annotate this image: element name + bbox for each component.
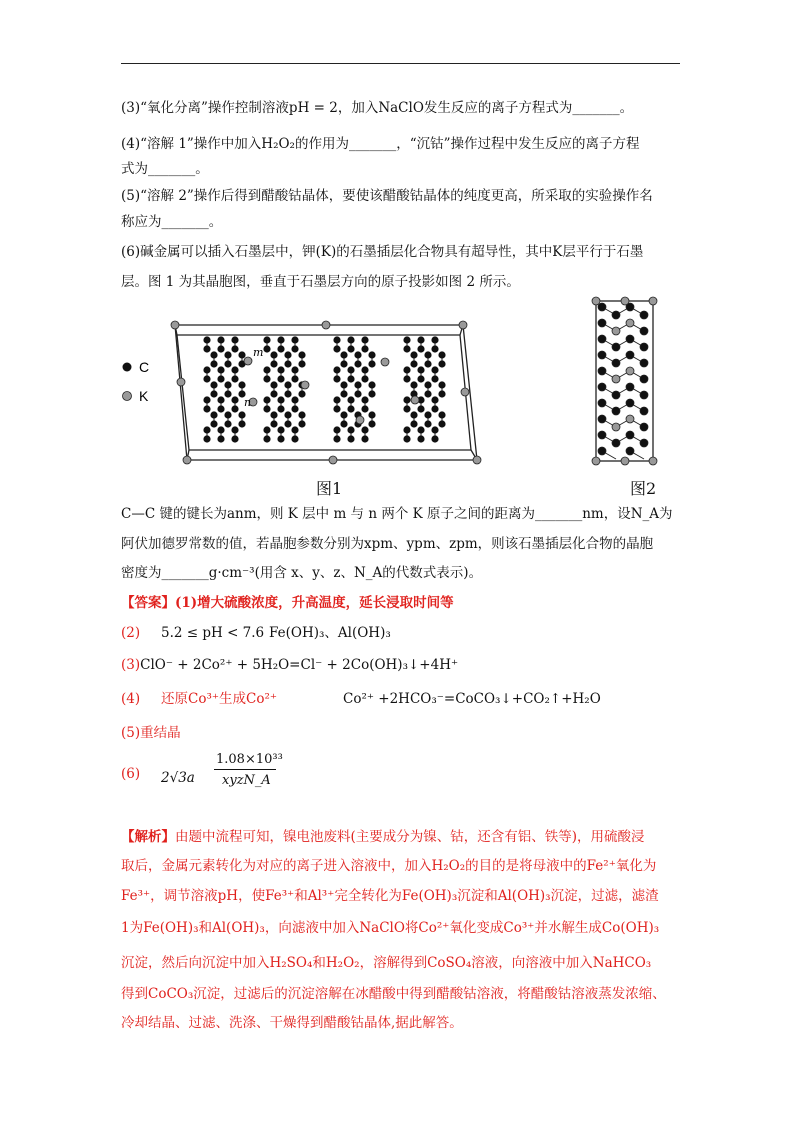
- atom-c: [291, 345, 298, 352]
- legend-c-dot: [123, 363, 132, 372]
- atom-c: [284, 360, 291, 367]
- question-6-line2: 层。图 1 为其晶胞图，垂直于石墨层方向的原子投影如图 2 所示。: [121, 274, 520, 290]
- atom-c: [354, 381, 361, 388]
- atom-c: [368, 381, 375, 388]
- atom-c: [626, 383, 634, 391]
- atom-c: [438, 420, 445, 427]
- atom-c: [424, 381, 431, 388]
- atom-c: [347, 405, 354, 412]
- atom-c: [417, 375, 424, 382]
- question-3: (3)“氧化分离”操作控制溶液pH = 2，加入NaClO发生反应的离子方程式为_______。: [121, 100, 634, 116]
- atom-c: [291, 336, 298, 343]
- atom-c: [291, 435, 298, 442]
- atom-c: [203, 345, 210, 352]
- atom-c: [340, 351, 347, 358]
- atom-c: [284, 390, 291, 397]
- question-6-line4: 阿伏加德罗常数的值，若晶胞参数分别为xpm、ypm、zpm，则该石墨插层化合物的晶胞: [121, 536, 654, 552]
- atom-c: [640, 311, 648, 319]
- atom-c: [333, 375, 340, 382]
- atom-c: [598, 319, 606, 327]
- atom-c: [210, 390, 217, 397]
- answer-3-num: (3): [121, 657, 141, 673]
- atom-c: [431, 366, 438, 373]
- atom-c: [368, 360, 375, 367]
- question-5-line2: 称应为_______。: [121, 214, 223, 230]
- atom-c: [361, 426, 368, 433]
- atom-c: [361, 405, 368, 412]
- fraction-bar: [214, 769, 276, 770]
- atom-c: [438, 390, 445, 397]
- atom-c: [238, 420, 245, 427]
- atom-c: [410, 411, 417, 418]
- atom-c: [333, 396, 340, 403]
- atom-k: [612, 423, 620, 431]
- legend-k-dot: [123, 392, 132, 401]
- atom-c: [298, 411, 305, 418]
- atom-c: [217, 375, 224, 382]
- atom-c: [598, 431, 606, 439]
- atom-c: [231, 396, 238, 403]
- answer-2-range: 5.2 ≤ pH < 7.6: [161, 625, 265, 641]
- atom-c: [277, 435, 284, 442]
- atom-c: [417, 366, 424, 373]
- atom-c: [410, 360, 417, 367]
- analysis-line-6: 得到CoCO₃沉淀，过滤后的沉淀溶解在冰醋酸中得到醋酸钴溶液，将醋酸钴溶液蒸发浓缩、: [121, 986, 666, 1002]
- atom-c: [231, 366, 238, 373]
- atom-c: [626, 335, 634, 343]
- atom-c: [333, 336, 340, 343]
- atom-c: [340, 411, 347, 418]
- atom-c: [640, 375, 648, 383]
- atom-c: [368, 351, 375, 358]
- atom-k: [612, 375, 620, 383]
- answer-line-1: [121, 594, 454, 612]
- answer-6-num: (6): [121, 766, 141, 782]
- atom-c: [270, 420, 277, 427]
- answer-tag: 【答案】: [121, 595, 175, 611]
- atom-c: [284, 351, 291, 358]
- answer-line-4: [121, 690, 601, 708]
- atom-c: [277, 336, 284, 343]
- atom-c: [333, 435, 340, 442]
- atom-c: [417, 435, 424, 442]
- atom-c: [217, 366, 224, 373]
- atom-c: [626, 351, 634, 359]
- atom-c: [298, 420, 305, 427]
- atom-k: [621, 297, 629, 305]
- atom-c: [354, 390, 361, 397]
- atom-c: [424, 420, 431, 427]
- atom-c: [368, 390, 375, 397]
- atom-c: [203, 396, 210, 403]
- atom-c: [270, 360, 277, 367]
- atom-c: [263, 405, 270, 412]
- atom-c: [361, 366, 368, 373]
- atom-c: [224, 420, 231, 427]
- atom-c: [424, 351, 431, 358]
- figure-2-projection: [585, 295, 665, 470]
- atom-c: [410, 351, 417, 358]
- atom-c: [231, 405, 238, 412]
- atom-c: [291, 426, 298, 433]
- atom-c: [598, 303, 606, 311]
- atom-c: [598, 367, 606, 375]
- answer-line-3: [121, 656, 458, 674]
- atom-c: [203, 405, 210, 412]
- atom-c: [203, 426, 210, 433]
- atom-c: [403, 375, 410, 382]
- atom-c: [347, 375, 354, 382]
- atom-c: [612, 359, 620, 367]
- atom-c: [403, 405, 410, 412]
- atom-c: [238, 381, 245, 388]
- atom-c: [626, 431, 634, 439]
- atom-k: [612, 327, 620, 335]
- atom-c: [263, 375, 270, 382]
- figure-1-unit-cell: [115, 310, 485, 470]
- legend-k: K: [139, 388, 149, 404]
- analysis-line-4: 1为Fe(OH)₃和Al(OH)₃，向滤液中加入NaClO将Co²⁺氧化变成Co³⁺并水解生成Co(OH)₃: [121, 920, 660, 936]
- atom-c: [217, 426, 224, 433]
- atom-c: [291, 366, 298, 373]
- atom-c: [231, 336, 238, 343]
- atom-c: [203, 336, 210, 343]
- atom-c: [224, 411, 231, 418]
- answer-1: (1)增大硫酸浓度，升高温度，延长浸取时间等: [175, 595, 454, 611]
- atom-c: [291, 396, 298, 403]
- atom-c: [403, 396, 410, 403]
- atom-c: [270, 390, 277, 397]
- atom-c: [361, 396, 368, 403]
- figure-1-caption: 图1: [316, 479, 343, 498]
- atom-c: [598, 447, 606, 455]
- atom-c: [640, 407, 648, 415]
- answer-2-num: (2): [121, 625, 141, 641]
- atom-c: [361, 336, 368, 343]
- atom-c: [231, 375, 238, 382]
- header-rule: [121, 63, 680, 64]
- atom-c: [431, 336, 438, 343]
- atom-c: [417, 336, 424, 343]
- atom-c: [210, 381, 217, 388]
- label-m: m: [253, 346, 264, 359]
- analysis-line-7: 冷却结晶、过滤、洗涤、干燥得到醋酸钴晶体,据此解答。: [121, 1015, 463, 1031]
- atom-c: [424, 411, 431, 418]
- atom-c: [417, 426, 424, 433]
- atom-c: [263, 345, 270, 352]
- answer-3-equation: ClO⁻ + 2Co²⁺ + 5H₂O=Cl⁻ + 2Co(OH)₃↓+4H⁺: [140, 657, 459, 673]
- atom-c: [612, 391, 620, 399]
- atom-c: [354, 351, 361, 358]
- atom-c: [640, 359, 648, 367]
- atom-c: [291, 405, 298, 412]
- atom-c: [417, 345, 424, 352]
- atom-c: [263, 366, 270, 373]
- atom-c: [291, 375, 298, 382]
- atom-c: [347, 345, 354, 352]
- answer-4-b: Co²⁺ +2HCO₃⁻=CoCO₃↓+CO₂↑+H₂O: [343, 691, 601, 707]
- atom-c: [361, 375, 368, 382]
- atom-c: [598, 335, 606, 343]
- atom-c: [438, 360, 445, 367]
- atom-c: [333, 405, 340, 412]
- atom-c: [263, 426, 270, 433]
- atom-c: [612, 407, 620, 415]
- atom-c: [217, 336, 224, 343]
- atom-c: [231, 435, 238, 442]
- atom-c: [612, 439, 620, 447]
- atom-c: [298, 360, 305, 367]
- atom-c: [224, 390, 231, 397]
- atom-c: [431, 375, 438, 382]
- question-6-line3: C—C 键的键长为anm，则 K 层中 m 与 n 两个 K 原子之间的距离为_______nm，设N_A为: [121, 506, 673, 522]
- atom-c: [284, 381, 291, 388]
- atom-c: [438, 381, 445, 388]
- atom-c: [263, 435, 270, 442]
- atom-c: [340, 390, 347, 397]
- analysis-line-1: [121, 828, 645, 846]
- atom-c: [368, 420, 375, 427]
- atom-c: [598, 383, 606, 391]
- answer-4-num: (4): [121, 691, 141, 707]
- question-5-line1: (5)“溶解 2”操作后得到醋酸钴晶体，要使该醋酸钴晶体的纯度更高，所采取的实验操作名: [121, 188, 653, 204]
- atom-k: [649, 457, 657, 465]
- atom-c: [277, 345, 284, 352]
- answer-2-value: Fe(OH)₃、Al(OH)₃: [269, 625, 391, 641]
- question-4-line1: (4)“溶解 1”操作中加入H₂O₂的作用为_______，“沉钴”操作过程中发生反应的离子方程: [121, 136, 640, 152]
- atom-c: [431, 435, 438, 442]
- atom-c: [612, 343, 620, 351]
- atom-c: [270, 351, 277, 358]
- answer-line-6: [121, 765, 195, 786]
- atom-c: [217, 345, 224, 352]
- atom-c: [284, 420, 291, 427]
- analysis-line-2: 取后，金属元素转化为对应的离子进入溶液中，加入H₂O₂的目的是将母液中的Fe²⁺氧化为: [121, 858, 657, 874]
- atom-c: [431, 426, 438, 433]
- atom-c: [340, 381, 347, 388]
- question-4-line2: 式为_______。: [121, 161, 209, 177]
- atom-c: [333, 345, 340, 352]
- atom-c: [347, 426, 354, 433]
- atom-c: [210, 411, 217, 418]
- atom-c: [217, 435, 224, 442]
- atom-c: [438, 411, 445, 418]
- atom-c: [217, 405, 224, 412]
- atom-c: [403, 426, 410, 433]
- atom-c: [238, 351, 245, 358]
- atom-c: [424, 360, 431, 367]
- atom-c: [410, 381, 417, 388]
- atom-c: [640, 327, 648, 335]
- atom-c: [347, 435, 354, 442]
- atom-c: [403, 435, 410, 442]
- atom-k: [626, 319, 634, 327]
- atom-c: [298, 390, 305, 397]
- atom-c: [598, 415, 606, 423]
- atom-k: [592, 297, 600, 305]
- atom-c: [231, 426, 238, 433]
- analysis-line-3: Fe³⁺，调节溶液pH，使Fe³⁺和Al³⁺完全转化为Fe(OH)₃沉淀和Al(OH)₃沉淀，过滤，滤渣: [121, 888, 659, 904]
- answer-line-2: [121, 624, 391, 642]
- answer-6-denominator: xyzN_A: [222, 773, 271, 788]
- answer-6-a: 2√3a: [161, 770, 195, 786]
- atom-c: [640, 343, 648, 351]
- atom-c: [368, 411, 375, 418]
- figure-2-caption: 图2: [630, 479, 657, 498]
- question-6-line5: 密度为_______g·cm⁻³(用含 x、y、z、N_A的代数式表示)。: [121, 565, 483, 581]
- atom-c: [277, 375, 284, 382]
- atom-c: [431, 396, 438, 403]
- legend-c: C: [139, 359, 150, 375]
- atom-c: [640, 423, 648, 431]
- atom-c: [438, 351, 445, 358]
- atom-c: [626, 399, 634, 407]
- atom-c: [277, 405, 284, 412]
- analysis-line-5: 沉淀，然后向沉淀中加入H₂SO₄和H₂O₂，溶解得到CoSO₄溶液，向溶液中加入NaHCO₃: [121, 955, 652, 971]
- analysis-text-1: 由题中流程可知，镍电池废料(主要成分为镍、钴，还含有铝、铁等)，用硫酸浸: [175, 829, 645, 845]
- atom-c: [347, 336, 354, 343]
- atom-c: [210, 351, 217, 358]
- atom-c: [210, 360, 217, 367]
- atom-c: [270, 411, 277, 418]
- atom-k: [649, 297, 657, 305]
- atom-c: [263, 336, 270, 343]
- atom-c: [640, 391, 648, 399]
- atom-c: [277, 426, 284, 433]
- atom-c: [270, 381, 277, 388]
- atom-c: [224, 360, 231, 367]
- answer-6-numerator: 1.08×10³³: [216, 752, 283, 767]
- atom-c: [238, 411, 245, 418]
- atom-c: [231, 345, 238, 352]
- atom-c: [431, 405, 438, 412]
- atom-c: [612, 311, 620, 319]
- atom-c: [347, 366, 354, 373]
- atom-c: [403, 336, 410, 343]
- atom-c: [640, 439, 648, 447]
- atom-c: [340, 360, 347, 367]
- atom-c: [277, 366, 284, 373]
- answer-4-a: 还原Co³⁺生成Co²⁺: [161, 691, 277, 707]
- atom-c: [417, 405, 424, 412]
- atom-c: [403, 366, 410, 373]
- atom-c: [203, 366, 210, 373]
- atom-c: [224, 381, 231, 388]
- question-6-line1: (6)碱金属可以插入石墨层中，钾(K)的石墨插层化合物具有超导性，其中K层平行于石墨: [121, 244, 644, 260]
- atom-k: [592, 457, 600, 465]
- atom-c: [431, 345, 438, 352]
- atom-c: [277, 396, 284, 403]
- atom-k: [626, 415, 634, 423]
- atom-c: [203, 375, 210, 382]
- atom-c: [598, 351, 606, 359]
- atom-c: [361, 435, 368, 442]
- atom-c: [361, 345, 368, 352]
- atom-c: [333, 426, 340, 433]
- atom-k: [626, 367, 634, 375]
- atom-c: [224, 351, 231, 358]
- atom-c: [354, 360, 361, 367]
- atom-c: [403, 345, 410, 352]
- atom-c: [298, 351, 305, 358]
- atom-c: [410, 420, 417, 427]
- atom-c: [263, 396, 270, 403]
- atom-c: [333, 366, 340, 373]
- atom-c: [210, 420, 217, 427]
- atom-c: [424, 390, 431, 397]
- answer-5: (5)重结晶: [121, 725, 181, 741]
- atom-c: [626, 447, 634, 455]
- atom-c: [347, 396, 354, 403]
- label-n: n: [244, 396, 252, 409]
- atom-k-m: [244, 357, 252, 365]
- atom-k: [621, 457, 629, 465]
- analysis-tag: 【解析】: [121, 829, 175, 845]
- atom-c: [284, 411, 291, 418]
- atom-c: [598, 399, 606, 407]
- atom-c: [217, 396, 224, 403]
- atom-c: [340, 420, 347, 427]
- atom-c: [203, 435, 210, 442]
